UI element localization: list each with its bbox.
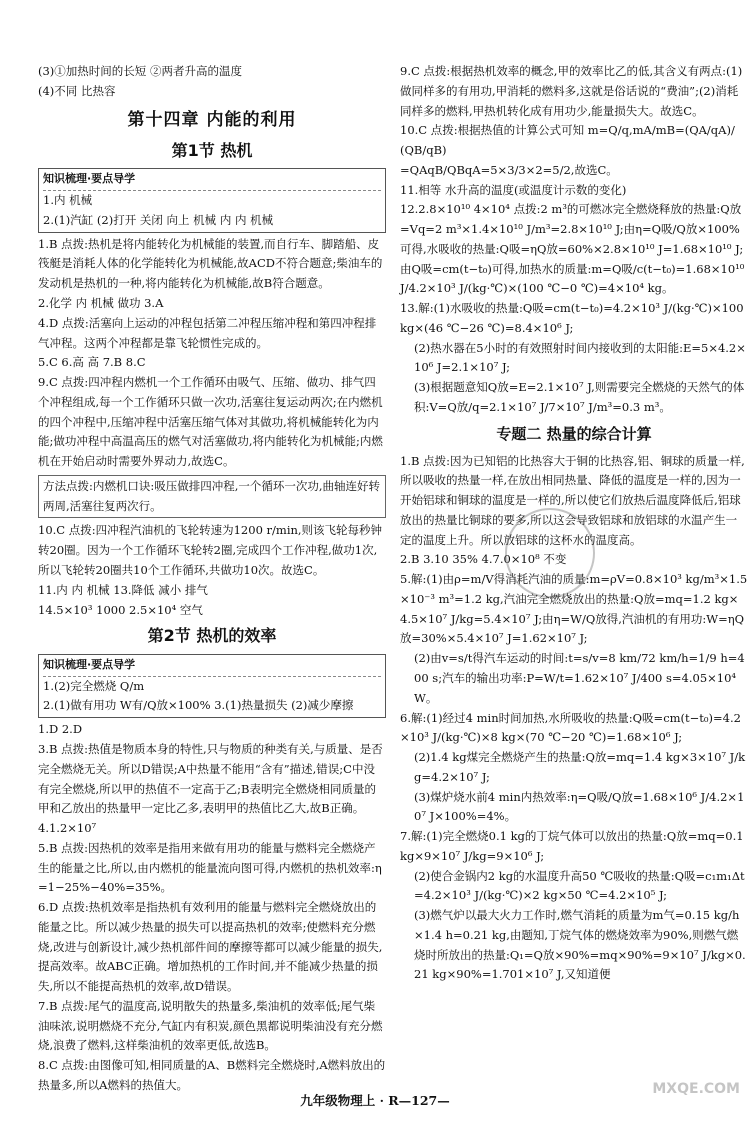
left-column — [38, 62, 386, 1096]
section-2-knowledge-box — [38, 654, 386, 718]
answer-item: 10.C 点拨:根据热值的计算公式可知 m=Q/q,mA/mB=(QA/qA)/(QB/qB) — [400, 123, 735, 158]
answer-item: 1.B 点拨:因为已知铝的比热容大于铜的比热容,铝、铜球的质量一样,所以吸收的热量一样,在放出相同热量、降低的温度是一样的,因为一开始铝球和铜球的温度是一样的,所以使它们放热后温度降低后,铝球放出的热量比铜球的要多,所以这会导致铝球和放铝球的水温产生一定的温度上升。所以放铝球的这杯水的温度高。 — [400, 453, 745, 547]
answer-item: 11.内 内 机械 13.降低 减小 排气 — [38, 582, 208, 597]
answer-item: 5.解:(1)由ρ=m/V得消耗汽油的质量:m=ρV=0.8×10³ kg/m³×1.5×10⁻³ m³=1.2 kg,汽油完全燃烧放出的热量:Q放=mq=1.2 kg×4.5×10⁷ J/kg=5.4×10⁷ J;由η=W/Q放得,汽油机的有用功:W=ηQ放=30%×5.4×10⁷ J=1.62×10⁷ J; — [400, 572, 748, 646]
answer-item: 4.1.2×10⁷ — [38, 821, 97, 836]
section-1-knowledge-box — [38, 168, 386, 232]
pre-line-1: (3)①加热时间的长短 ②两者升高的温度 — [38, 64, 242, 78]
knowledge-box-title: 知识梳理·要点导学 — [43, 656, 381, 677]
knowledge-line: 1.内 机械 — [43, 193, 93, 208]
stamp-icon — [505, 508, 595, 598]
answer-item: (3)根据题意知Q放=E=2.1×10⁷ J,则需要完全燃烧的天然气的体积:V=Q放/q=2.1×10⁷ J/7×10⁷ J/m³=0.3 m³。 — [414, 380, 745, 415]
answer-item: 2.B 3.10 35% 4.7.0×10⁸ 不变 — [400, 552, 567, 567]
answer-item: (2)1.4 kg煤完全燃烧产生的热量:Q放=mq=1.4 kg×3×10⁷ J/kg=4.2×10⁷ J; — [414, 750, 746, 784]
answer-item: 11.相等 水升高的温度(或温度计示数的变化) — [400, 182, 627, 197]
answer-item: 6.解:(1)经过4 min时间加热,水所吸收的热量:Q吸=cm(t−t₀)=4.2×10³ J/(kg·℃)×8 kg×(70 ℃−20 ℃)=1.68×10⁶ J; — [400, 710, 741, 745]
answer-item: 9.C 点拨:四冲程内燃机一个工作循环由吸气、压缩、做功、排气四个冲程组成,每一个工作循环只做一次功,活塞往复运动两次;在内燃机的四个冲程中,压缩冲程中活塞压缩气体对其做功,将机械能转化为内能;做功冲程中高温高压的燃气对活塞做功,将内能转化为机械能;内燃机在开始启动时需要外界动力,故选C。 — [38, 375, 383, 469]
answer-item: 1.D 2.D — [38, 722, 83, 737]
method-tip: 方法点拨:内燃机口诀:吸压做排四冲程,一个循环一次功,曲轴连好转两周,活塞往复两次行。 — [43, 478, 381, 513]
answer-item: 5.B 点拨:因热机的效率是指用来做有用功的能量与燃料完全燃烧产生的能量之比,所以,由内燃机的能量流向图可得,内燃机的热机效率:η=1−25%−40%=35%。 — [38, 840, 382, 895]
section-1-title: 第1节 热机 — [171, 140, 253, 160]
answer-item: 1.B 点拨:热机是将内能转化为机械能的装置,而自行车、脚踏船、皮筏艇是消耗人体的化学能转化为机械能,故ACD不符合题意;柴油车的发动机是热机的一种,将内能转化为机械能,故B符合题意。 — [38, 236, 383, 291]
watermark-logo: MXQE.COM — [652, 1081, 740, 1097]
answer-item: 9.C 点拨:根据热机效率的概念,甲的效率比乙的低,其含义有两点:(1)做同样多的有用功,甲消耗的燃料多,这就是俗话说的“费油”;(2)消耗同样多的燃料,甲热机转化成有用功少,能量损失大。故选C。 — [400, 64, 743, 118]
knowledge-line: 1.(2)完全燃烧 Q/m — [43, 678, 145, 693]
page-footer: 九年级物理上 · R—127— — [300, 1093, 450, 1108]
answer-item: 5.C 6.高 高 7.B 8.C — [38, 355, 146, 370]
answer-item: 14.5×10³ 1000 2.5×10⁴ 空气 — [38, 602, 203, 617]
knowledge-box-title: 知识梳理·要点导学 — [43, 170, 381, 191]
answer-item: =QAqB/QBqA=5×3/3×2=5/2,故选C。 — [400, 162, 618, 177]
answer-item: 6.D 点拨:热机效率是指热机有效利用的能量与燃料完全燃烧放出的能量之比。所以减少热量的损失可以提高热机的效率;使燃料充分燃烧,改进与创新设计,减少热机部件间的摩擦等都可以减少能量的损失,提高效率。故ABC正确。增加热机的工作时间,并不能减少热量的损失,所以不能提高热机的效率,故D错误。 — [38, 900, 383, 994]
answer-item: 7.B 点拨:尾气的温度高,说明散失的热量多,柴油机的效率低;尾气柴油味浓,说明燃烧不充分,气缸内有积炭,颜色黑都说明柴油没有充分燃烧,浪费了燃料,这样柴油机的效率更低,故选B。 — [38, 998, 383, 1053]
answer-item: 10.C 点拨:四冲程汽油机的飞轮转速为1200 r/min,则该飞轮每秒钟转20圈。因为一个工作循环飞轮转2圈,完成四个工作冲程,做功1次,所以飞轮转20圈共10个工作循环,共做功10次。故选C。 — [38, 523, 383, 577]
answer-item: (2)由v=s/t得汽车运动的时间:t=s/v=8 km/72 km/h=1/9 h=400 s;汽车的输出功率:P=W/t=1.62×10⁷ J/400 s=4.05×10⁴ W。 — [414, 651, 745, 705]
knowledge-line: 2.(1)做有用功 W有/Q放×100% 3.(1)热量损失 (2)减少摩擦 — [43, 698, 354, 713]
topic-title: 专题二 热量的综合计算 — [496, 424, 652, 443]
knowledge-line: 2.(1)汽缸 (2)打开 关闭 向上 机械 内 内 机械 — [43, 212, 274, 227]
answer-item: 3.B 点拨:热值是物质本身的特性,只与物质的种类有关,与质量、是否完全燃烧无关。所以D错误;A中热量不能用“含有”描述,错误;C中没有完全燃烧,所以甲的热值不一定高于乙;B表明完全燃烧相同质量的甲和乙放出的热量甲一定比乙多,表明甲的热值比乙大,故B正确。 — [38, 741, 383, 816]
answer-item: 7.解:(1)完全燃烧0.1 kg的丁烷气体可以放出的热量:Q放=mq=0.1 kg×9×10⁷ J/kg=9×10⁶ J; — [400, 829, 744, 863]
section-2-title: 第2节 热机的效率 — [147, 626, 277, 646]
pre-line-2: (4)不同 比热容 — [38, 83, 116, 98]
chapter-title: 第十四章 内能的利用 — [127, 109, 297, 130]
answer-item: 12.2.8×10¹⁰ 4×10⁴ 点拨:2 m³的可燃冰完全燃烧释放的热量:Q放=Vq=2 m³×1.4×10¹⁰ J/m³=2.8×10¹⁰ J;由η=Q吸/Q放×100%可得,水吸收的热量:Q吸=ηQ放=60%×2.8×10¹⁰ J=1.68×10¹⁰ J;由Q吸=cm(t−t₀)可得,加热水的质量:m=Q吸/c(t−t₀)=1.68×10¹⁰ J/4.2×10³ J/(kg·℃)×(100 ℃−0 ℃)=4×10⁴ kg。 — [400, 202, 745, 296]
answer-item: 4.D 点拨:活塞向上运动的冲程包括第二冲程压缩冲程和第四冲程排气冲程。这两个冲程都是靠飞轮惯性完成的。 — [38, 315, 377, 350]
method-tip-box — [38, 475, 386, 519]
answer-item: 8.C 点拨:由图像可知,相同质量的A、B燃料完全燃烧时,A燃料放出的热量多,所以A燃料的热值大。 — [38, 1058, 386, 1092]
answer-item: 2.化学 内 机械 做功 3.A — [38, 296, 164, 311]
answer-item: (3)燃气炉以最大火力工作时,燃气消耗的质量为m气=0.15 kg/h×1.4 h=0.21 kg,由题知,丁烷气体的燃烧效率为90%,则燃气燃烧时所放出的热量:Q₁=Q放×90%=mq×90%=9×10⁷ J/kg×0.21 kg×90%=1.701×10⁷ J,又知道便 — [414, 908, 746, 982]
answer-item: (2)使合金锅内2 kg的水温度升高50 ℃吸收的热量:Q吸=c₁m₁Δt=4.2×10³ J/(kg·℃)×2 kg×50 ℃=4.2×10⁵ J; — [414, 868, 745, 903]
answer-item: (3)煤炉烧水前4 min内热效率:η=Q吸/Q放=1.68×10⁶ J/4.2×10⁷ J×100%=4%。 — [414, 789, 745, 824]
answer-item: 13.解:(1)水吸收的热量:Q吸=cm(t−t₀)=4.2×10³ J/(kg·℃)×100 kg×(46 ℃−26 ℃)=8.4×10⁶ J; — [400, 301, 744, 335]
answer-item: (2)热水器在5小时的有效照射时间内接收到的太阳能:E=5×4.2×10⁶ J=2.1×10⁷ J; — [414, 340, 746, 375]
